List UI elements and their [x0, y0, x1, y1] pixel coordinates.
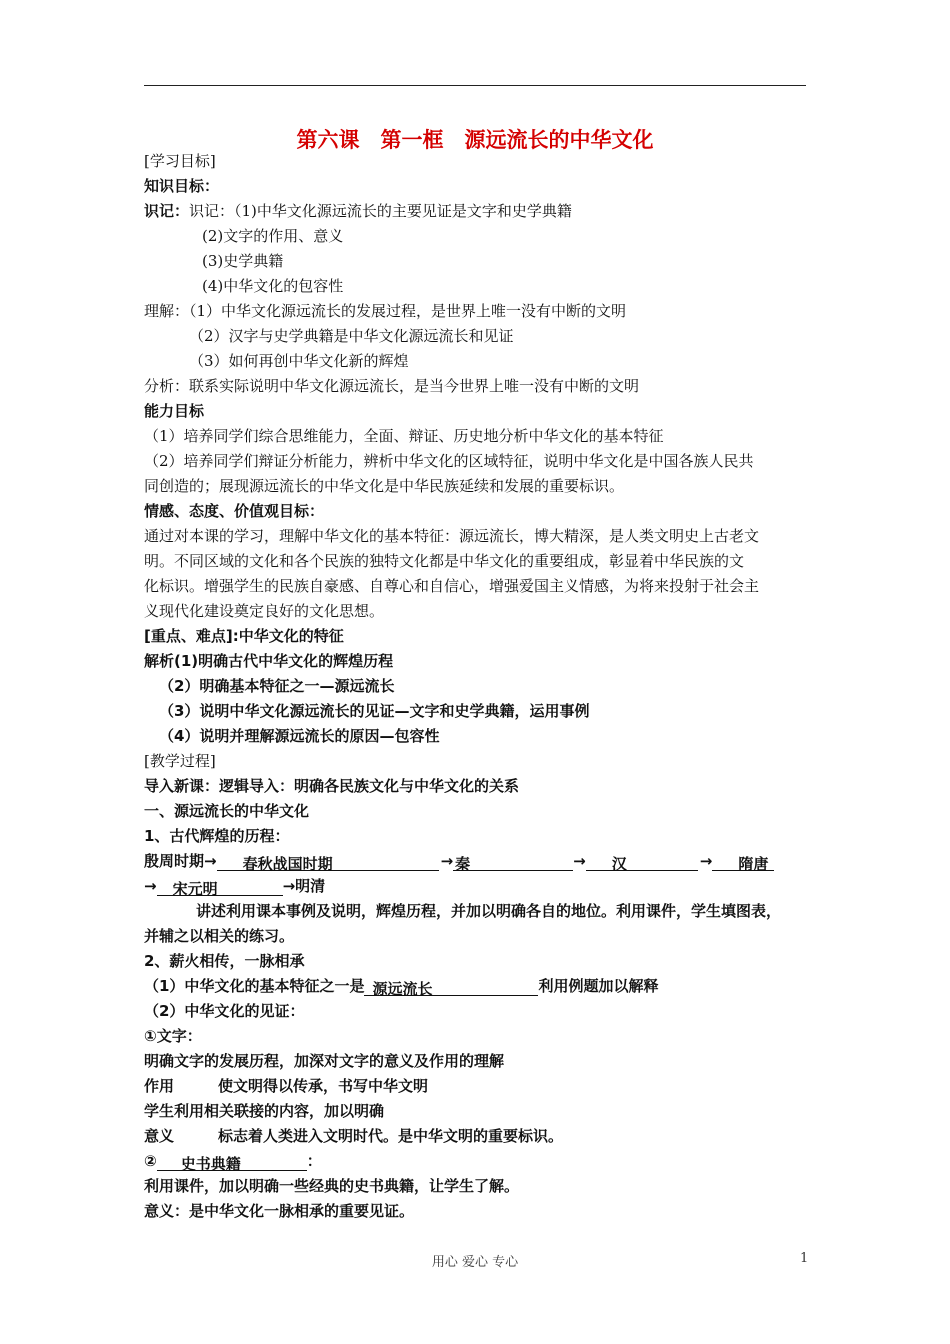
blank-shishu — [157, 1154, 307, 1171]
text-line: 同创造的；展现源远流长的中华文化是中华民族延续和发展的重要标识。 — [144, 477, 625, 495]
text-line: （2）明确基本特征之一—源远流长 — [159, 677, 395, 695]
text-line: （3）如何再创中华文化新的辉煌 — [189, 352, 409, 370]
timeline-row-2 — [144, 876, 325, 896]
text-line: 学生利用相关联接的内容，加以明确 — [144, 1102, 385, 1120]
feature-suffix: 利用例题加以解释 — [538, 977, 659, 995]
text-line: 分析：联系实际说明中华文化源远流长，是当今世界上唯一没有中断的文明 — [144, 377, 640, 395]
shishu-answer: 史书典籍 — [180, 1155, 241, 1173]
blank-3 — [586, 854, 698, 871]
answer-2: 秦 — [455, 855, 471, 873]
subheading: 一、源远流长的中华文化 — [144, 802, 310, 820]
answer-5: 宋元明 — [172, 880, 218, 898]
text-line: （2）培养同学们辩证分析能力，辨析中华文化的区域特征，说明中华文化是中国各族人民共 — [144, 452, 754, 470]
answer-3: 汉 — [611, 855, 627, 873]
text-line: 并辅之以相关的练习。 — [144, 927, 295, 945]
zuoyong-label: 作用 — [144, 1077, 175, 1095]
text-line: （1）培养同学们综合思维能力，全面、辩证、历史地分析中华文化的基本特征 — [144, 427, 664, 445]
label: 识记： — [144, 202, 190, 220]
subheading: 1、古代辉煌的历程： — [144, 827, 290, 845]
text-line: (2)文字的作用、意义 — [202, 227, 344, 245]
text-line — [144, 201, 572, 221]
zuoyong-text: 使文明得以传承，书写中华文明 — [218, 1077, 429, 1095]
arrow-icon: → — [204, 852, 217, 870]
text-line: （3）说明中华文化源远流长的见证—文字和史学典籍，运用事例 — [159, 702, 590, 720]
timeline-row-1 — [144, 851, 774, 871]
page-title: 第六课 第一框 源远流长的中华文化 — [296, 128, 654, 152]
text-line: ①文字： — [144, 1027, 202, 1045]
section-heading: [学习目标] — [144, 152, 216, 170]
text-line: 解析(1)明确古代中华文化的辉煌历程 — [144, 652, 394, 670]
text-line: 利用课件，加以明确一些经典的史书典籍，让学生了解。 — [144, 1177, 520, 1195]
text-line: 义现代化建设奠定良好的文化思想。 — [144, 602, 385, 620]
page-footer: 用心 爱心 专心 — [431, 1255, 519, 1270]
yiyi-text: 标志着人类进入文明时代。是中华文明的重要标识。 — [218, 1127, 564, 1145]
blank-feature — [364, 979, 538, 996]
zuoyong-line — [144, 1076, 428, 1096]
timeline-start: 殷周时期 — [144, 852, 205, 870]
shishu-line — [144, 1151, 322, 1171]
answer-4: 隋唐 — [738, 855, 769, 873]
arrow-icon: → — [440, 852, 454, 870]
arrow-icon: → — [573, 852, 586, 870]
subheading: 知识目标： — [144, 177, 220, 195]
text: 识记：（1)中华文化源远流长的主要见证是文字和史学典籍 — [189, 202, 572, 220]
text-line: （2）汉字与史学典籍是中华文化源远流长和见证 — [189, 327, 514, 345]
blank-1 — [217, 854, 439, 871]
feature-prefix: （1）中华文化的基本特征之一是 — [144, 977, 365, 995]
text-line: 明。不同区域的文化和各个民族的独特文化都是中华文化的重要组成，彰显着中华民族的文 — [144, 552, 745, 570]
text-line: 化标识。增强学生的民族自豪感、自尊心和自信心，增强爱国主义情感，为将来投射于社会主 — [144, 577, 760, 595]
header-rule — [144, 85, 806, 86]
answer-1: 春秋战国时期 — [242, 855, 333, 873]
blank-4 — [712, 854, 774, 871]
feature-answer: 源远流长 — [372, 980, 433, 998]
text-line: 讲述利用课本事例及说明，辉煌历程，并加以明确各自的地位。利用课件，学生填图表， — [196, 902, 782, 920]
text-line: 明确文字的发展历程，加深对文字的意义及作用的理解 — [144, 1052, 505, 1070]
subheading: 情感、态度、价值观目标： — [144, 502, 325, 520]
yiyi-line — [144, 1126, 563, 1146]
blank-2 — [453, 854, 573, 871]
colon: ： — [306, 1152, 322, 1170]
blank-5 — [157, 879, 283, 896]
text-line: 理解：（1）中华文化源远流长的发展过程，是世界上唯一没有中断的文明 — [144, 302, 627, 320]
subheading: 2、薪火相传，一脉相承 — [144, 952, 305, 970]
text-line: 意义：是中华文化一脉相承的重要见证。 — [144, 1202, 415, 1220]
timeline-end: 明清 — [295, 877, 326, 895]
arrow-icon: → — [144, 877, 157, 895]
text-line: （2）中华文化的见证： — [144, 1002, 305, 1020]
text-line: （4）说明并理解源远流长的原因—包容性 — [159, 727, 440, 745]
section-heading: [教学过程] — [144, 752, 216, 770]
arrow-icon: → — [282, 877, 296, 895]
text-line: 通过对本课的学习，理解中华文化的基本特征：源远流长，博大精深，是人类文明史上古老文 — [144, 527, 760, 545]
subheading: [重点、难点]:中华文化的特征 — [144, 627, 344, 645]
text-line: (3)史学典籍 — [202, 252, 284, 270]
text-line: 导入新课：逻辑导入：明确各民族文化与中华文化的关系 — [144, 777, 520, 795]
yiyi-label: 意义 — [144, 1127, 175, 1145]
subheading: 能力目标 — [144, 402, 205, 420]
text-line: (4)中华文化的包容性 — [202, 277, 344, 295]
circled-number: ② — [144, 1152, 157, 1170]
page-number: 1 — [800, 1251, 809, 1266]
arrow-icon: → — [699, 852, 713, 870]
feature-line — [144, 976, 658, 996]
